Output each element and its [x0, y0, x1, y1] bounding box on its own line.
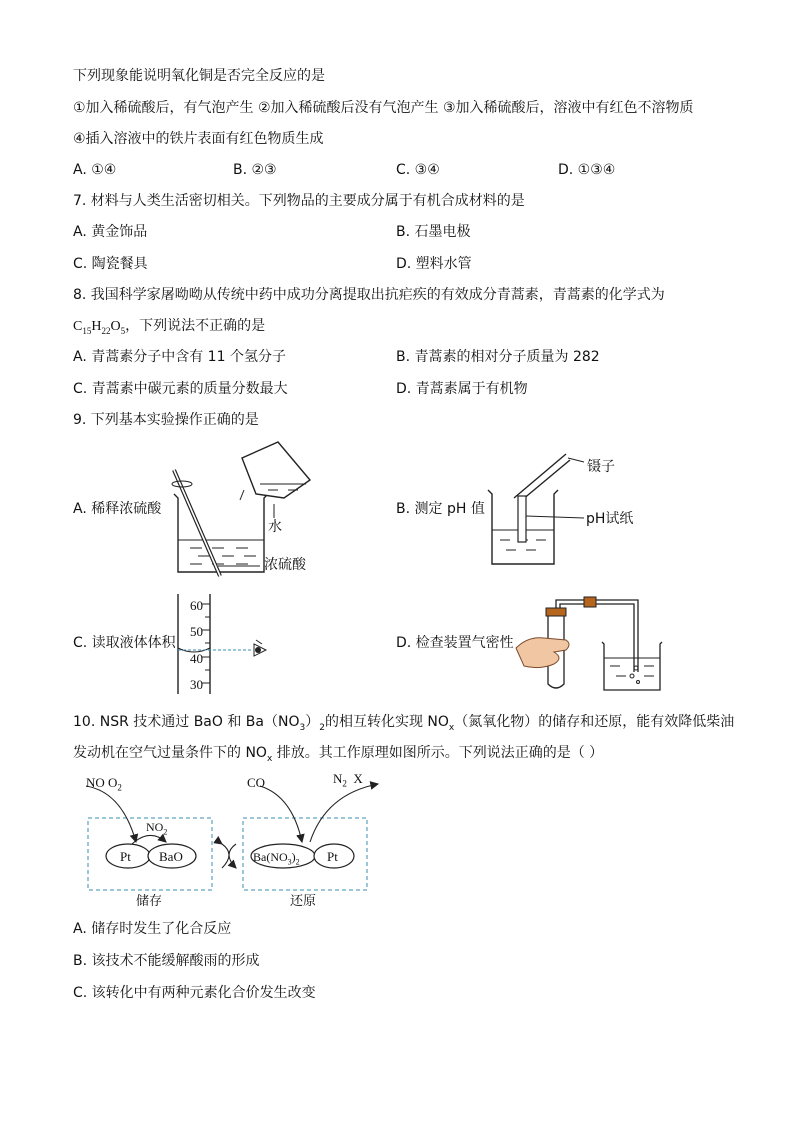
formula-c: C — [73, 319, 83, 334]
pt-left-label: Pt — [120, 849, 131, 864]
q10-stem-part2: ） — [305, 714, 320, 730]
formula-c-sub: 15 — [82, 325, 92, 336]
n2-x-label: $N_2$ X — [333, 771, 363, 789]
q10-stem-line1 — [73, 713, 734, 737]
cylinder-tick-60: 60 — [190, 598, 203, 613]
ph-test-figure — [484, 448, 594, 568]
q8-stem-line1: 8. 我国科学家屠呦呦从传统中药中成功分离提取出抗疟疾的有效成分青蒿素，青蒿素的化学式为 — [73, 287, 665, 303]
q7-option-a[interactable]: A. 黄金饰品 — [73, 224, 148, 240]
tweezers-label: 镊子 — [587, 459, 615, 475]
q9-stem: 9. 下列基本实验操作正确的是 — [73, 412, 259, 428]
no-o2-label: NO $O_2$ — [86, 775, 122, 793]
q10-stem-line2 — [73, 744, 603, 768]
q6-option-a[interactable]: A. ①④ — [73, 162, 117, 178]
water-label: 水 — [268, 519, 282, 535]
q8-option-b[interactable]: B. 青蒿素的相对分子质量为 282 — [396, 349, 600, 365]
formula-h-sub: 22 — [101, 325, 111, 336]
co-label: CO — [247, 775, 266, 790]
ba-no3-sub: 2 — [319, 722, 325, 733]
q10-option-c[interactable]: C. 该转化中有两种元素化合价发生改变 — [73, 985, 316, 1001]
q10-stem-part5: 发动机在空气过量条件下的 NO — [73, 745, 267, 761]
airtightness-check-figure — [514, 592, 664, 694]
storage-label: 储存 — [136, 894, 163, 909]
concentrated-acid-label: 浓硫酸 — [264, 557, 306, 573]
formula-o-sub: 5 — [120, 325, 126, 336]
cylinder-tick-50: 50 — [190, 624, 203, 639]
q8-stem-tail: ，下列说法不正确的是 — [125, 318, 266, 334]
formula-h: H — [91, 319, 102, 334]
ba-no3-label: $Ba(NO_3)_2$ — [253, 850, 300, 867]
cylinder-tick-30: 30 — [190, 677, 203, 692]
q7-option-b[interactable]: B. 石墨电极 — [396, 224, 471, 240]
nox-sub: x — [448, 722, 455, 733]
formula-o: O — [110, 319, 121, 334]
q6-option-b[interactable]: B. ②③ — [233, 162, 277, 178]
q8-option-c[interactable]: C. 青蒿素中碳元素的质量分数最大 — [73, 381, 288, 397]
q7-option-d[interactable]: D. 塑料水管 — [396, 256, 472, 272]
q10-stem-part6: 排放。其工作原理如图所示。下列说法正确的是（ ） — [272, 745, 604, 761]
graduated-cylinder-figure — [170, 590, 280, 698]
q8-option-a[interactable]: A. 青蒿素分子中含有 11 个氢分子 — [73, 349, 286, 365]
reduction-label: 还原 — [290, 894, 317, 909]
q6-statements-line2: ④插入溶液中的铁片表面有红色物质生成 — [73, 131, 324, 147]
q6-stem: 下列现象能说明氧化铜是否完全反应的是 — [73, 68, 325, 84]
q10-option-b[interactable]: B. 该技术不能缓解酸雨的形成 — [73, 953, 260, 969]
ph-paper-label: pH试纸 — [586, 511, 634, 527]
q6-statements-line1: ①加入稀硫酸后，有气泡产生 ②加入稀硫酸后没有气泡产生 ③加入稀硫酸后，溶液中有红色不溶物质 — [73, 100, 694, 116]
bao-label: BaO — [159, 849, 183, 864]
q6-option-c[interactable]: C. ③④ — [396, 162, 440, 178]
q7-option-c[interactable]: C. 陶瓷餐具 — [73, 256, 148, 272]
q10-option-a[interactable]: A. 储存时发生了化合反应 — [73, 921, 232, 937]
q9-option-c[interactable]: C. 读取液体体积 — [73, 635, 176, 651]
q6-option-d[interactable]: D. ①③④ — [558, 162, 616, 178]
no2-label: $NO_2$ — [146, 820, 168, 837]
q10-stem-part1: 10. NSR 技术通过 BaO 和 Ba（NO — [73, 714, 300, 730]
no3-sub: 3 — [299, 722, 306, 733]
q9-option-b[interactable]: B. 测定 pH 值 — [396, 501, 485, 517]
pt-right-label: Pt — [327, 849, 338, 864]
q9-option-a[interactable]: A. 稀释浓硫酸 — [73, 501, 162, 517]
q8-stem-line2 — [73, 317, 265, 340]
q10-stem-part3: 的相互转化实现 NO — [324, 714, 449, 730]
q7-stem: 7. 材料与人类生活密切相关。下列物品的主要成分属于有机合成材料的是 — [73, 193, 525, 209]
q10-stem-part4: （氮氧化物）的储存和还原，能有效降低柴油 — [454, 714, 735, 730]
cylinder-tick-40: 40 — [190, 651, 203, 666]
q9-option-d[interactable]: D. 检查装置气密性 — [396, 635, 514, 651]
nox-sub-2: x — [266, 753, 273, 764]
q8-option-d[interactable]: D. 青蒿素属于有机物 — [396, 381, 528, 397]
